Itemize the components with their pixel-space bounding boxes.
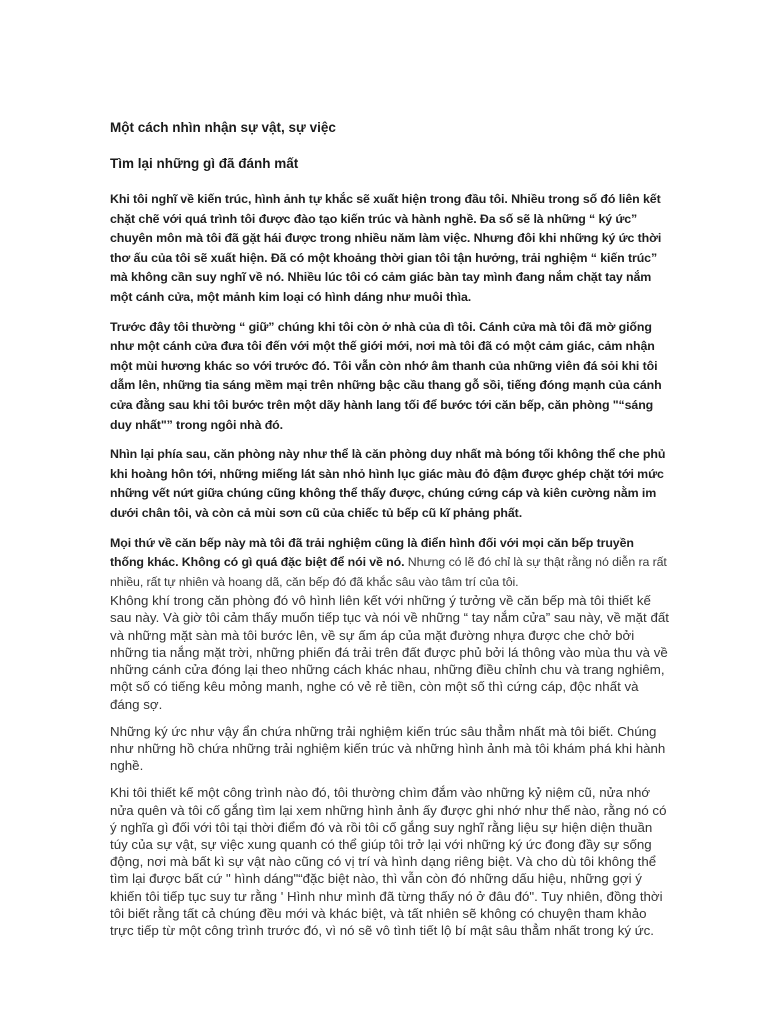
- paragraph-1: Khi tôi nghĩ về kiến trúc, hình ảnh tự khắc sẽ xuất hiện trong đầu tôi. Nhiều trong số đó liên kết chặt chẽ với quá trình tôi được đào tạo kiến trúc và hành nghề. Đa số sẽ là những “ ký ức” chuyên môn mà tôi đã gặt hái được trong nhiều năm làm việc. Nhưng đôi khi những ký ức thời thơ ấu của tôi sẽ xuất hiện. Đã có một khoảng thời gian tôi tận hưởng, trải nghiệm “ kiến trúc” mà không cần suy nghĩ về nó. Nhiều lúc tôi có cảm giác bàn tay mình đang nắm chặt tay nắm một cánh cửa, một mảnh kim loại có hình dáng như muôi thìa.: [110, 192, 662, 304]
- paragraph-5: Không khí trong căn phòng đó vô hình liên kết với những ý tưởng về căn bếp mà tôi thiết kế sau này. Và giờ tôi cảm thấy muốn tiếp tục và nói về những “ tay nắm cửa” sau này, về mặt đất và những mặt sàn mà tôi bước lên, về sự ấm áp của mặt đường nhựa được che chở bởi những tia nắng mặt trời, những phiến đá trải trên đất được phủ bởi lá thông vào mùa thu và về những cánh cửa đóng lại theo những cách khác nhau, những điều chỉnh chu và trang nghiêm, một số có tiếng kêu mỏng manh, nghe có vẻ rẻ tiền, còn một số thì cứng cáp, độc nhất và đáng sợ.: [110, 593, 669, 712]
- paragraph-3: Nhìn lại phía sau, căn phòng này như thể là căn phòng duy nhất mà bóng tối không thể che phủ khi hoàng hôn tới, những miếng lát sàn nhỏ hình lục giác màu đỏ đậm được ghép chặt tới mức những vết nứt giữa chúng cũng không thể thấy được, chúng cứng cáp và kiên cường nằm im dưới chân tôi, và còn cả mùi sơn cũ của chiếc tủ bếp cũ kĩ phảng phất.: [110, 447, 666, 520]
- document-title: Một cách nhìn nhận sự vật, sự việc: [110, 120, 336, 135]
- document-subtitle: Tìm lại những gì đã đánh mất: [110, 156, 299, 171]
- paragraph-4-bold: Mọi thứ về căn bếp này mà tôi đã trải nghiệm cũng là điển hình đối với mọi căn bếp truyền thống khác. Không có gì quá đặc biệt để nói về nó.: [110, 535, 634, 570]
- paragraph-4-regular: Nhưng có lẽ đó chỉ là sự thật rằng nó diễn ra rất nhiều, rất tự nhiên và hoang dã, căn bếp đó đã khắc sâu vào tâm trí của tôi.: [110, 555, 667, 589]
- document-page: [110, 118, 670, 949]
- paragraph-7: Khi tôi thiết kế một công trình nào đó, tôi thường chìm đắm vào những kỷ niệm cũ, nửa nhớ nửa quên và tôi cố gắng tìm lại xem những hình ảnh ấy được ghi nhớ như thế nào, rằng nó có ý nghĩa gì đối với tôi tại thời điểm đó và rồi tôi cố gắng suy nghĩ rằng liệu sự hiện diện thuần túy của sự vật, sự việc xung quanh có thể giúp tôi trở lại với những ký ức đong đầy sự sống động, nơi mà bất kì sự vật nào cũng có vị trí và hình dạng riêng biệt. Và cho dù tôi không thể tìm lại được bất cứ " hình dáng"“đặc biệt nào, thì vẫn còn đó những dấu hiệu, những gợi ý khiến tôi tiếp tục suy tư rằng ' Hình như mình đã từng thấy nó ở đâu đó". Tuy nhiên, đồng thời tôi biết rằng tất cả chúng đều mới và khác biệt, và tất nhiên sẽ không có chuyện tham khảo trực tiếp từ một công trình trước đó, vì nó sẽ vô tình tiết lộ bí mật sâu thẳm nhất trong ký ức.: [110, 785, 667, 938]
- paragraph-6: Những ký ức như vậy ẩn chứa những trải nghiệm kiến trúc sâu thẳm nhất mà tôi biết. Chúng như những hồ chứa những trải nghiệm kiến trúc và những hình ảnh mà tôi khám phá khi hành nghề.: [110, 723, 666, 774]
- paragraph-4: [110, 534, 670, 593]
- paragraph-2: Trước đây tôi thường “ giữ” chúng khi tôi còn ở nhà của dì tôi. Cánh cửa mà tôi đã mờ giống như một cánh cửa đưa tôi đến với một thế giới mới, nơi mà tôi đã có một cảm giác, cảm nhận một mùi hương khác so với trước đó. Tôi vẫn còn nhớ âm thanh của những viên đá sỏi khi tôi dẫm lên, những tia sáng mềm mại trên những bậc cầu thang gỗ sồi, tiếng đóng mạnh của cánh cửa đằng sau khi tôi bước trên một dãy hành lang tối để bước tới căn bếp, căn phòng "“sáng duy nhất"” trong ngôi nhà đó.: [110, 319, 662, 432]
